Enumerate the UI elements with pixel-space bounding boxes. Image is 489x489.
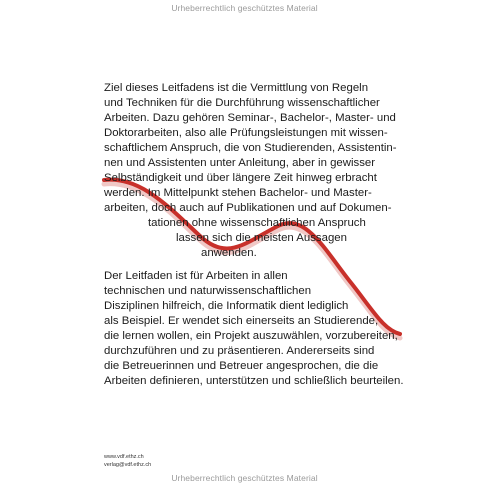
copyright-watermark-top: Urheberrechtlich geschütztes Material — [171, 3, 318, 13]
text-line: lassen sich die meisten Aussagen — [176, 232, 347, 244]
text-line: Selbständigkeit und über längere Zeit hinweg erbracht — [104, 172, 377, 184]
text-line: und Techniken für die Durchführung wissenschaftlicher — [104, 97, 380, 109]
text-line: arbeiten, doch auch auf Publikationen und auf Dokumen- — [104, 202, 392, 214]
copyright-watermark-bottom: Urheberrechtlich geschütztes Material — [171, 473, 318, 483]
text-line: als Beispiel. Er wendet sich einerseits an Studierende, — [104, 315, 379, 327]
text-line: Der Leitfaden ist für Arbeiten in allen — [104, 270, 288, 282]
text-line: schaftlichem Anspruch, die von Studierenden, Assistentin- — [104, 142, 397, 154]
text-line: Doktorarbeiten, also alle Prüfungsleistungen mit wissen- — [104, 127, 388, 139]
text-line: die Betreuerinnen und Betreuer angesprochen, die die — [104, 360, 379, 372]
text-line: Disziplinen hilfreich, die Informatik dient lediglich — [104, 300, 349, 312]
text-line: anwenden. — [201, 247, 257, 259]
text-line: tationen ohne wissenschaftlichen Anspruch — [148, 217, 366, 229]
text-line: Arbeiten. Dazu gehören Seminar-, Bachelor-, Master- und — [104, 112, 396, 124]
text-line: die lernen wollen, ein Projekt auszuwählen, vorzubereiten, — [104, 330, 398, 342]
text-line: durchzuführen und zu präsentieren. Andererseits sind — [104, 345, 375, 357]
publisher-email: verlag@vdf.ethz.ch — [104, 462, 152, 468]
text-line: technischen und naturwissenschaftlichen — [104, 285, 312, 297]
text-line: nen und Assistenten unter Anleitung, aber in gewisser — [104, 157, 376, 169]
text-line: werden. Im Mittelpunkt stehen Bachelor- und Master- — [104, 187, 372, 199]
text-line: Ziel dieses Leitfadens ist die Vermittlung von Regeln — [104, 82, 369, 94]
publisher-website: www.vdf.ethz.ch — [104, 454, 144, 460]
text-line: Arbeiten definieren, unterstützen und schließlich beurteilen. — [104, 375, 404, 387]
